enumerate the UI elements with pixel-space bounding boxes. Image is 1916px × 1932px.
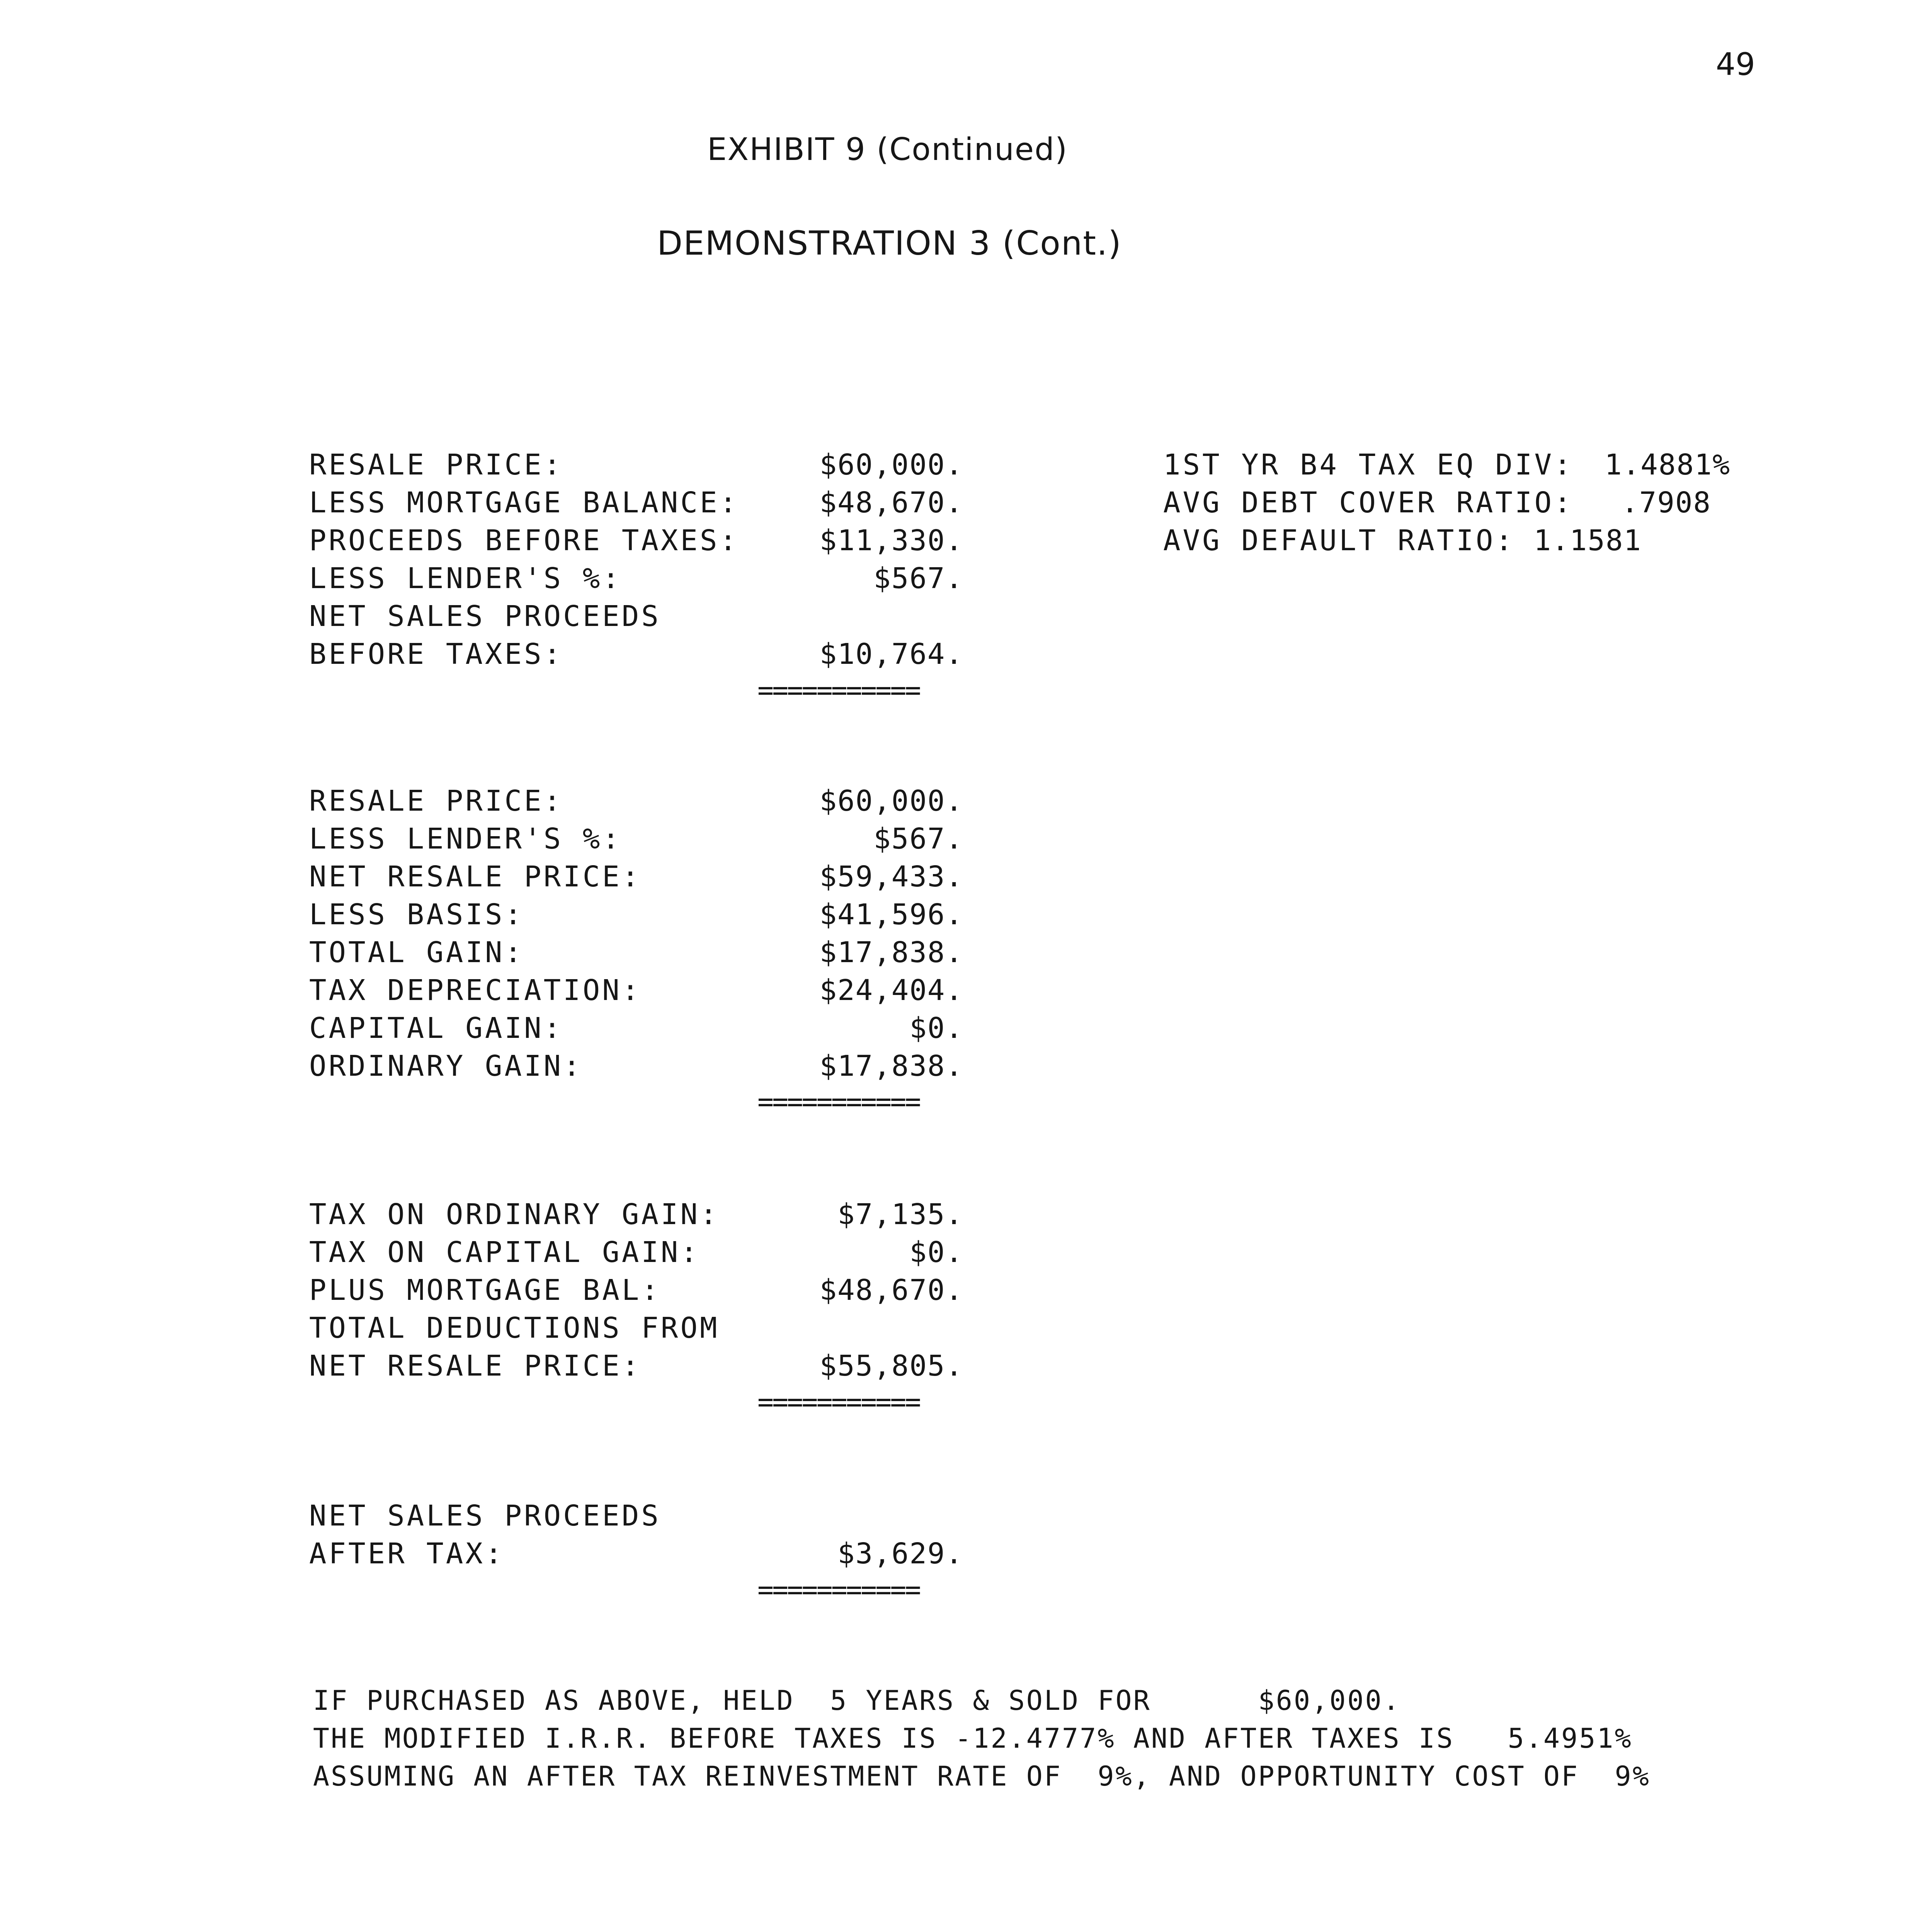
- ratio-value: 1.4881%: [1605, 448, 1731, 481]
- row-label: RESALE PRICE:: [309, 448, 563, 481]
- row-label: TOTAL DEDUCTIONS FROM: [309, 1311, 720, 1345]
- row-label: NET RESALE PRICE:: [309, 1349, 642, 1383]
- ratio-label: AVG DEFAULT RATIO:: [1163, 524, 1515, 557]
- row-label: CAPITAL GAIN:: [309, 1012, 563, 1045]
- row-label: NET SALES PROCEEDS: [309, 600, 661, 633]
- ratio-value: .7908: [1621, 486, 1711, 519]
- row-value: $60,000.: [819, 784, 963, 818]
- row-label: TAX DEPRECIATION:: [309, 974, 642, 1007]
- row-label: LESS LENDER'S %:: [309, 822, 622, 855]
- total-rule: ===========: [757, 1574, 920, 1605]
- row-value: $48,670.: [819, 486, 963, 519]
- exhibit-title: EXHIBIT 9 (Continued): [707, 131, 1068, 167]
- row-label: LESS MORTGAGE BALANCE:: [309, 486, 739, 519]
- row-value: $48,670.: [819, 1274, 963, 1307]
- row-value: $10,764.: [819, 638, 963, 671]
- row-value: $567.: [873, 562, 963, 595]
- row-label: LESS BASIS:: [309, 898, 524, 931]
- row-label: TAX ON ORDINARY GAIN:: [309, 1198, 720, 1231]
- row-label: PLUS MORTGAGE BAL:: [309, 1274, 661, 1307]
- total-rule: ===========: [757, 1086, 920, 1117]
- summary-line: IF PURCHASED AS ABOVE, HELD 5 YEARS & SOLD FOR $60,000.: [313, 1685, 1401, 1716]
- row-label: AFTER TAX:: [309, 1537, 505, 1570]
- row-value: $3,629.: [837, 1537, 963, 1570]
- row-label: RESALE PRICE:: [309, 784, 563, 818]
- row-value: $24,404.: [819, 974, 963, 1007]
- row-value: $60,000.: [819, 448, 963, 481]
- row-label: NET SALES PROCEEDS: [309, 1499, 661, 1532]
- total-rule: ===========: [757, 674, 920, 706]
- row-value: $59,433.: [819, 860, 963, 893]
- summary-line: THE MODIFIED I.R.R. BEFORE TAXES IS -12.4777% AND AFTER TAXES IS 5.4951%: [313, 1723, 1633, 1754]
- summary-line: ASSUMING AN AFTER TAX REINVESTMENT RATE OF 9%, AND OPPORTUNITY COST OF 9%: [313, 1760, 1651, 1792]
- row-label: NET RESALE PRICE:: [309, 860, 642, 893]
- demonstration-title: DEMONSTRATION 3 (Cont.): [657, 224, 1122, 263]
- page-number: 49: [1716, 46, 1755, 82]
- row-label: TAX ON CAPITAL GAIN:: [309, 1236, 700, 1269]
- row-label: PROCEEDS BEFORE TAXES:: [309, 524, 739, 557]
- row-value: $55,805.: [819, 1349, 963, 1383]
- row-value: $0.: [909, 1012, 963, 1045]
- row-value: $17,838.: [819, 936, 963, 969]
- row-value: $11,330.: [819, 524, 963, 557]
- ratio-label: AVG DEBT COVER RATIO:: [1163, 486, 1574, 519]
- row-value: $7,135.: [837, 1198, 963, 1231]
- row-label: LESS LENDER'S %:: [309, 562, 622, 595]
- row-value: $567.: [873, 822, 963, 855]
- row-label: BEFORE TAXES:: [309, 638, 563, 671]
- ratio-value: 1.1581: [1533, 524, 1642, 557]
- total-rule: ===========: [757, 1386, 920, 1418]
- row-value: $0.: [909, 1236, 963, 1269]
- row-label: ORDINARY GAIN:: [309, 1049, 583, 1083]
- ratio-label: 1ST YR B4 TAX EQ DIV:: [1163, 448, 1574, 481]
- row-value: $17,838.: [819, 1049, 963, 1083]
- row-label: TOTAL GAIN:: [309, 936, 524, 969]
- row-value: $41,596.: [819, 898, 963, 931]
